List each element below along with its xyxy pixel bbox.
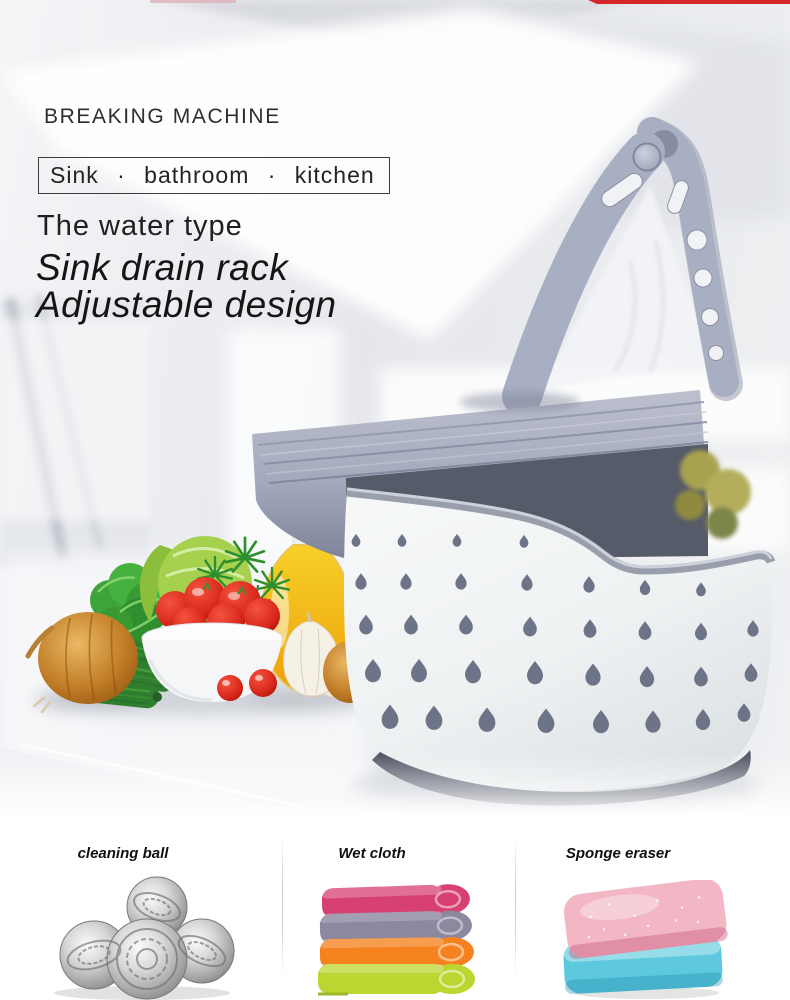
accessory-label-sponge-eraser: Sponge eraser bbox=[565, 845, 671, 862]
headline bbox=[36, 249, 337, 323]
steel-scrubber-balls bbox=[22, 875, 242, 1000]
photo-fade bbox=[0, 752, 790, 830]
folded-towel-stack bbox=[318, 882, 478, 1000]
top-red-strip bbox=[588, 0, 790, 4]
usage-box bbox=[38, 157, 390, 194]
subtitle: The water type bbox=[37, 210, 243, 242]
headline-line-2: Adjustable design bbox=[36, 284, 337, 325]
sponge-pair bbox=[552, 880, 742, 1000]
pivot-button bbox=[634, 144, 661, 171]
brand-title: BREAKING MACHINE bbox=[44, 105, 281, 128]
towel-lime bbox=[318, 964, 475, 994]
headline-line-1: Sink drain rack bbox=[36, 247, 289, 288]
accessory-label-wet-cloth: Wet cloth bbox=[338, 845, 406, 862]
panel-divider bbox=[515, 836, 516, 978]
top-pink-smudge bbox=[150, 0, 236, 3]
panel-divider bbox=[282, 836, 283, 978]
accessory-label-cleaning-ball: cleaning ball bbox=[77, 845, 169, 862]
window bbox=[0, 294, 155, 576]
accessories-strip bbox=[0, 828, 790, 1000]
usage-box-text: Sink · bathroom · kitchen bbox=[50, 162, 375, 188]
